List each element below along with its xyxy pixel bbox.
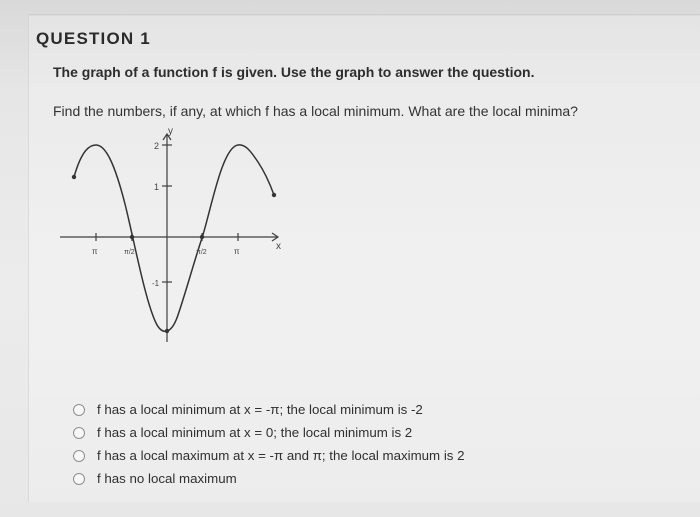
x-tick-label-neg-pi: π <box>92 247 98 256</box>
radio-icon[interactable] <box>73 450 85 462</box>
choice-label: f has a local minimum at x = -π; the local minimum is -2 <box>97 402 423 417</box>
choice-label: f has no local maximum <box>97 471 237 486</box>
choice-label: f has a local minimum at x = 0; the local minimum is 2 <box>97 425 413 440</box>
choice-option[interactable] <box>73 398 593 421</box>
radio-icon[interactable] <box>73 404 85 416</box>
x-tick-label-half-pi: π/2 <box>196 249 207 256</box>
function-curve <box>74 145 274 331</box>
function-graph <box>50 122 295 347</box>
radio-icon[interactable] <box>73 427 85 439</box>
choice-option[interactable] <box>73 467 593 490</box>
minimum-dot <box>165 329 169 333</box>
zero-left-dot <box>130 235 134 239</box>
choice-label: f has a local maximum at x = -π and π; the local maximum is 2 <box>97 448 465 463</box>
x-axis-label: x <box>276 241 281 252</box>
zero-right-dot <box>200 235 204 239</box>
y-tick-label-1: 1 <box>154 182 160 192</box>
right-endpoint-dot <box>272 193 276 197</box>
y-tick-label-2: 2 <box>154 141 160 151</box>
answer-choices <box>73 398 593 494</box>
question-prompt: The graph of a function f is given. Use the graph to answer the question. <box>53 64 535 80</box>
question-subprompt: Find the numbers, if any, at which f has a local minimum. What are the local minima? <box>53 103 578 119</box>
question-title: QUESTION 1 <box>36 29 151 48</box>
top-divider <box>28 14 700 15</box>
y-tick-label-neg-1: -1 <box>152 279 160 288</box>
choice-option[interactable] <box>73 444 593 467</box>
x-tick-label-neg-half-pi: π/2 <box>124 249 135 256</box>
y-axis-label: y <box>168 126 173 137</box>
choice-option[interactable] <box>73 421 593 444</box>
radio-icon[interactable] <box>73 473 85 485</box>
x-tick-label-pi: π <box>234 247 240 256</box>
left-endpoint-dot <box>72 175 76 179</box>
